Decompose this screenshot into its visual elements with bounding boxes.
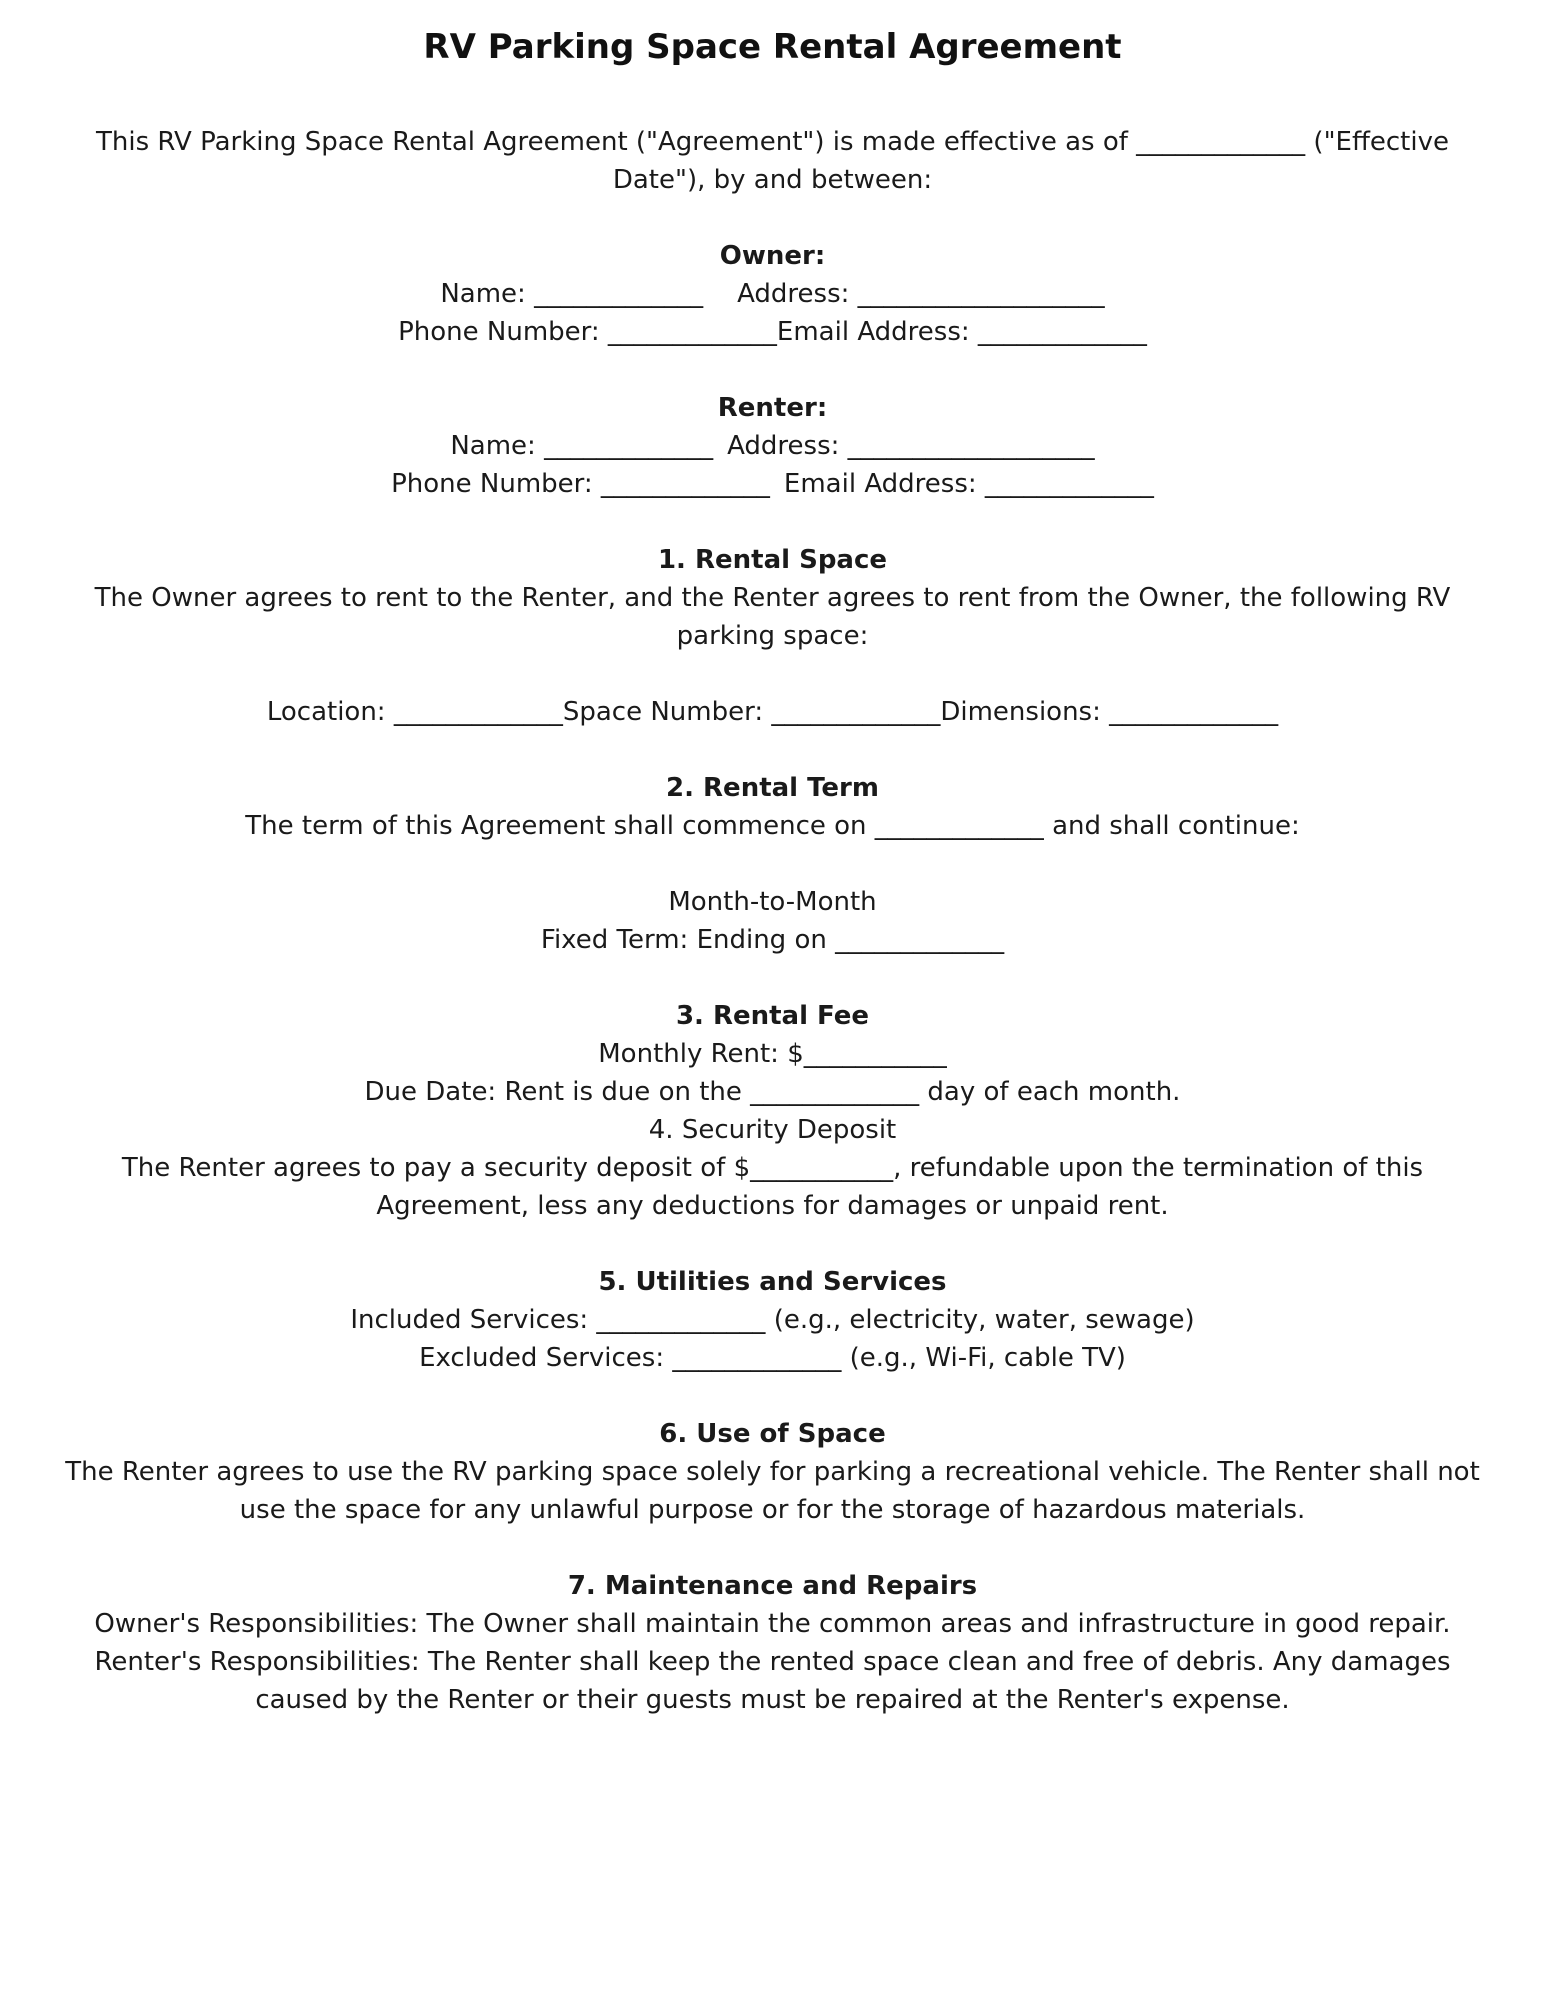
location-field: Location: _____________: [266, 697, 563, 727]
section-6-heading: 6. Use of Space: [659, 1419, 886, 1449]
section-6-line-2: use the space for any unlawful purpose or for the storage of hazardous materials.: [239, 1495, 1306, 1525]
rental-space-fields-row: [40, 693, 1505, 731]
owner-name-address-row: [40, 275, 1505, 313]
space-number-field: Space Number: _____________: [562, 697, 941, 727]
section-4-heading: 4. Security Deposit: [648, 1115, 897, 1145]
intro-line-1: This RV Parking Space Rental Agreement ("Agreement") is made effective as of _____________ ("Effective: [96, 127, 1449, 157]
owner-email-field: Email Address: _____________: [776, 317, 1147, 347]
owner-phone-email-row: [40, 313, 1505, 351]
monthly-rent-field: Monthly Rent: $___________: [598, 1039, 947, 1069]
section-6-line-1: The Renter agrees to use the RV parking space solely for parking a recreational vehicle. The Renter shall not: [65, 1457, 1480, 1487]
owner-heading: Owner:: [719, 241, 826, 271]
section-1-heading: 1. Rental Space: [657, 545, 888, 575]
section-2-heading: 2. Rental Term: [666, 773, 879, 803]
dimensions-field: Dimensions: _____________: [940, 697, 1279, 727]
section-4-line-1: The Renter agrees to pay a security deposit of $___________, refundable upon the termination of this: [121, 1153, 1424, 1183]
term-option-month-to-month: Month-to-Month: [668, 887, 877, 917]
section-7-line-1: Owner's Responsibilities: The Owner shall maintain the common areas and infrastructure in good repair.: [94, 1609, 1451, 1639]
renter-heading: Renter:: [717, 393, 828, 423]
section-3-heading: 3. Rental Fee: [675, 1001, 870, 1031]
document-title: RV Parking Space Rental Agreement: [423, 27, 1122, 67]
renter-phone-field: Phone Number: _____________: [391, 469, 770, 499]
section-4-line-2: Agreement, less any deductions for damages or unpaid rent.: [376, 1191, 1169, 1221]
term-option-fixed-term: Fixed Term: Ending on _____________: [540, 925, 1005, 955]
intro-line-2: Date"), by and between:: [612, 165, 933, 195]
owner-phone-field: Phone Number: _____________: [398, 317, 777, 347]
renter-address-field: Address: ___________________: [727, 431, 1095, 461]
due-date-field: Due Date: Rent is due on the _____________ day of each month.: [364, 1077, 1181, 1107]
section-5-heading: 5. Utilities and Services: [598, 1267, 947, 1297]
owner-name-field: Name: _____________: [440, 279, 704, 309]
included-services-field: Included Services: _____________ (e.g., electricity, water, sewage): [350, 1305, 1195, 1335]
section-7-line-2: Renter's Responsibilities: The Renter shall keep the rented space clean and free of debris. Any damages: [94, 1647, 1451, 1677]
renter-name-field: Name: _____________: [450, 431, 714, 461]
renter-name-address-row: [40, 427, 1505, 465]
renter-phone-email-row: [40, 465, 1505, 503]
section-7-heading: 7. Maintenance and Repairs: [567, 1571, 978, 1601]
section-7-line-3: caused by the Renter or their guests must be repaired at the Renter's expense.: [255, 1685, 1290, 1715]
excluded-services-field: Excluded Services: _____________ (e.g., Wi-Fi, cable TV): [419, 1343, 1126, 1373]
owner-address-field: Address: ___________________: [737, 279, 1105, 309]
section-1-line-2: parking space:: [676, 621, 869, 651]
section-1-line-1: The Owner agrees to rent to the Renter, and the Renter agrees to rent from the Owner, the following RV: [94, 583, 1451, 613]
section-2-line-1: The term of this Agreement shall commence on _____________ and shall continue:: [245, 811, 1300, 841]
renter-email-field: Email Address: _____________: [783, 469, 1154, 499]
